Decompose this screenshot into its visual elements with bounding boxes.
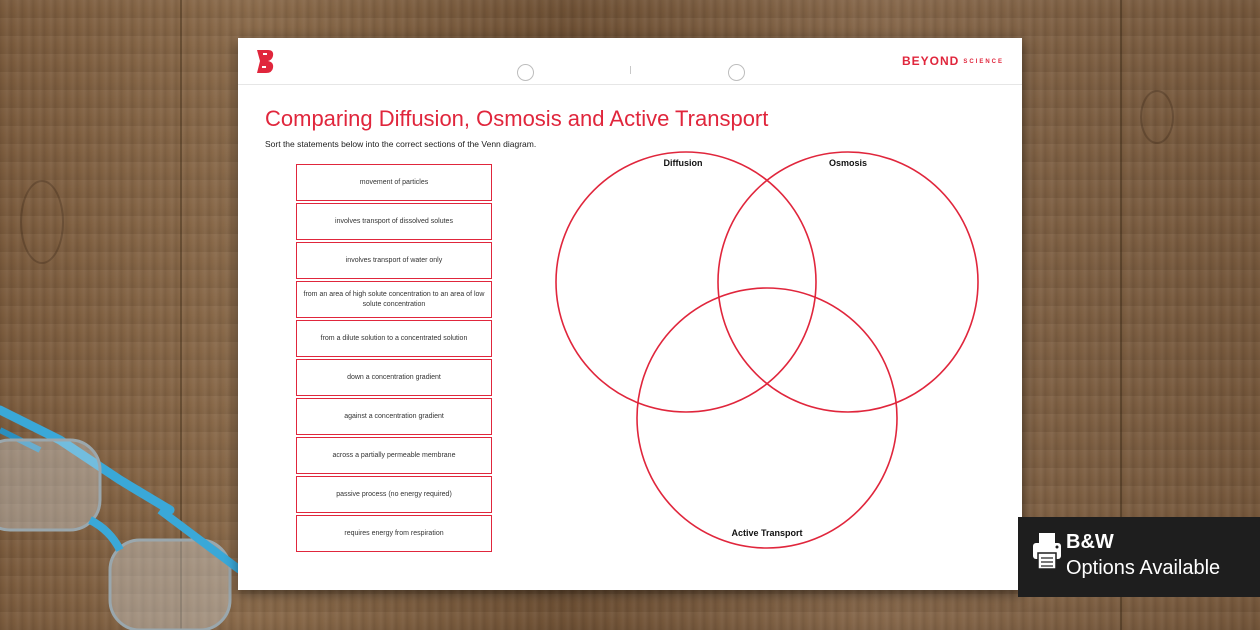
printer-icon bbox=[1032, 531, 1062, 571]
statement-card[interactable]: passive process (no energy required) bbox=[296, 476, 492, 513]
instruction-text: Sort the statements below into the correct sections of the Venn diagram. bbox=[265, 139, 537, 149]
center-mark bbox=[630, 66, 631, 74]
venn-circle-active-transport[interactable] bbox=[637, 288, 897, 548]
statement-card[interactable]: from an area of high solute concentration to an area of low solute concentration bbox=[296, 281, 492, 318]
statement-card[interactable]: requires energy from respiration bbox=[296, 515, 492, 552]
wood-knot bbox=[1140, 90, 1174, 144]
wood-knot bbox=[20, 180, 64, 264]
venn-diagram bbox=[546, 146, 986, 566]
statement-card[interactable]: movement of particles bbox=[296, 164, 492, 201]
venn-circle-osmosis[interactable] bbox=[718, 152, 978, 412]
venn-label-diffusion: Diffusion bbox=[663, 158, 703, 168]
statement-card[interactable]: from a dilute solution to a concentrated solution bbox=[296, 320, 492, 357]
punch-hole bbox=[728, 64, 745, 81]
punch-hole bbox=[517, 64, 534, 81]
statement-cards bbox=[296, 164, 492, 554]
statement-card[interactable]: down a concentration gradient bbox=[296, 359, 492, 396]
brand-wordmark bbox=[902, 54, 1004, 68]
statement-card[interactable]: involves transport of water only bbox=[296, 242, 492, 279]
worksheet-page bbox=[238, 38, 1022, 590]
brand-sub: SCIENCE bbox=[963, 58, 1004, 65]
venn-label-active-transport: Active Transport bbox=[731, 528, 803, 538]
badge-subtitle: Options Available bbox=[1066, 557, 1221, 579]
venn-circle-diffusion[interactable] bbox=[556, 152, 816, 412]
statement-card[interactable]: against a concentration gradient bbox=[296, 398, 492, 435]
statement-card[interactable]: across a partially permeable membrane bbox=[296, 437, 492, 474]
badge-title: B&W bbox=[1066, 531, 1114, 553]
page-title: Comparing Diffusion, Osmosis and Active Transport bbox=[265, 106, 769, 131]
beyond-logo bbox=[254, 48, 276, 74]
page-header bbox=[238, 38, 1022, 85]
glasses-image bbox=[0, 400, 250, 630]
statement-card[interactable]: involves transport of dissolved solutes bbox=[296, 203, 492, 240]
bw-options-badge bbox=[1018, 517, 1260, 597]
venn-label-osmosis: Osmosis bbox=[828, 158, 868, 168]
brand-name: BEYOND bbox=[901, 54, 960, 68]
